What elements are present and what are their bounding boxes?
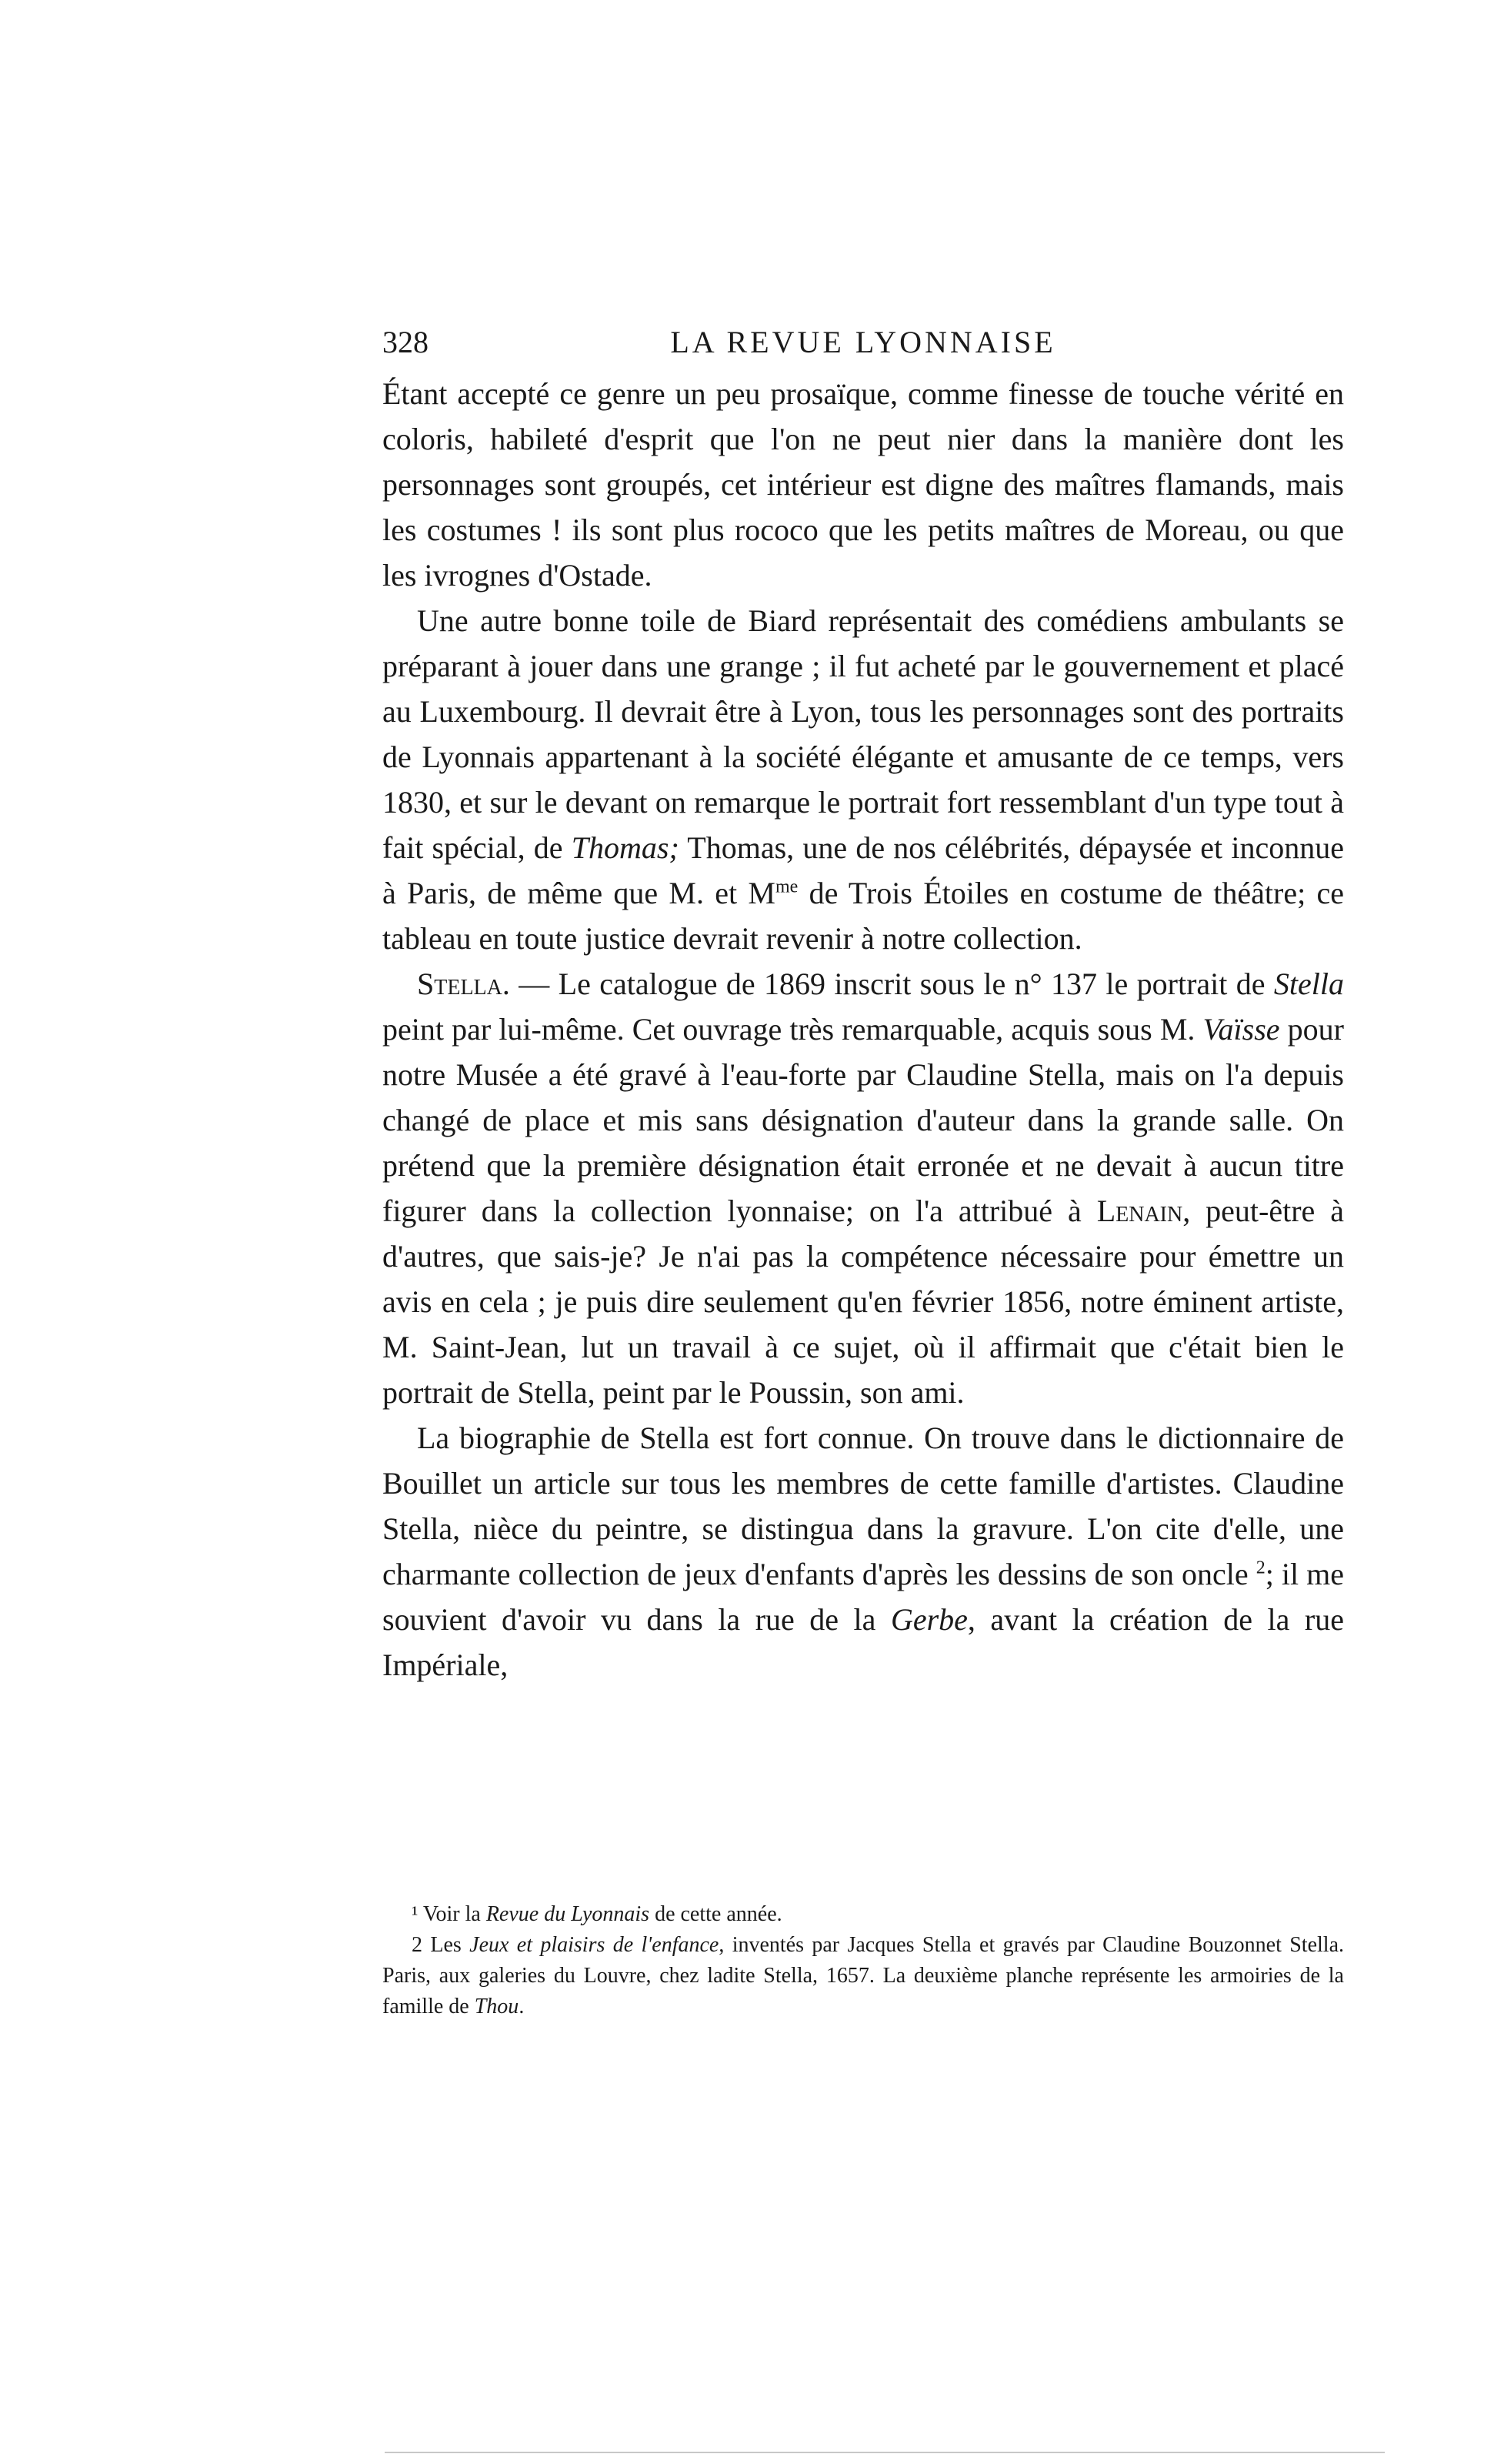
paragraph-3-text-d: , peut-être à d'autres, que sais-je? Je n'ai pas la compétence nécessaire pour émettre un avis en cela ; je puis dire seulement qu'en février 1856, notre éminent artiste, M. Saint-Jean, lut un travail à ce sujet, où il affirmait que c'était bien le portrait de Stella, peint par le Poussin, son ami. [382,1194,1344,1410]
paragraph-1 [382,371,1344,598]
footnote-2-italic: Jeux et plaisirs de l'enfance [469,1933,719,1957]
page-number: 328 [382,325,429,359]
paragraph-4-text-b: ; il me souvient d'avoir vu dans la rue de la [382,1557,1344,1637]
footnote-2-marker: 2 [412,1933,422,1957]
paragraph-2-text-a: Une autre bonne toile de Biard représentait des comédiens ambulants se préparant à jouer dans une grange ; il fut acheté par le gouvernement et placé au Luxembourg. Il devrait être à Lyon, tous les personnages sont des portraits de Lyonnais appartenant à la société élégante et amusante de ce temps, vers 1830, et sur le devant on remarque le portrait fort ressemblant d'un type tout à fait spécial, de [382,603,1344,865]
thomas-italic: Thomas; [571,830,679,865]
paragraph-2 [382,598,1344,961]
paragraph-1-text: Étant accepté ce genre un peu prosaïque, comme finesse de touche vérité en coloris, habileté d'esprit que l'on ne peut nier dans la manière dont les personnages sont groupés, cet intérieur est digne des maîtres flamands, mais les costumes ! ils sont plus rococo que les petits maîtres de Moreau, ou que les ivrognes d'Ostade. [382,376,1344,593]
journal-title: LA REVUE LYONNAISE [670,325,1056,359]
paragraph-4-text-c: , avant la création de la rue Impériale, [382,1602,1345,1682]
footnote-1-italic: Revue du Lyonnais [485,1902,650,1926]
footnote-1-marker: ¹ [412,1902,419,1926]
gerbe-italic: Gerbe [890,1602,968,1637]
paragraph-3-text-c: pour notre Musée a été gravé à l'eau-forte par Claudine Stella, mais on l'a depuis changé de place et mis sans désignation d'auteur dans la grande salle. On prétend que la première désignation était erronée et ne devait à aucun titre figurer dans la collection lyonnaise; on l'a attribué à [382,1012,1344,1228]
bottom-rule [385,2452,1385,2453]
paragraph-3 [382,961,1344,1415]
paragraph-3-text-a: — Le catalogue de 1869 inscrit sous le n° 137 le portrait de [509,967,1274,1001]
lenain-name: Lenain [1096,1194,1183,1228]
body-text [382,371,1344,1688]
paragraph-3-text-b: peint par lui-même. Cet ouvrage très remarquable, acquis sous M. [382,1012,1203,1047]
footnote-2-text-b: , inventés par Jacques Stella et gravés par Claudine Bouzonnet Stella. Paris, aux galeries du Louvre, chez ladite Stella, 1657. La deuxième planche représente les armoiries de la famille de [382,1933,1344,2018]
paragraph-2-text-b: Thomas, une de nos célébrités, dépaysée et inconnue à Paris, de même que M. et M [382,830,1345,910]
mme-superscript: me [775,876,799,897]
footnote-2 [382,1930,1344,2022]
vaisse-italic: Vaïsse [1202,1012,1280,1047]
footnote-2-text-a: Les [422,1933,470,1957]
footnote-1-text-a: Voir la [418,1902,486,1926]
footnote-2-text-c: . [519,1995,525,2018]
paragraph-4 [382,1415,1344,1688]
paragraph-2-text-c: de Trois Étoiles en costume de théâtre; ce tableau en toute justice devrait revenir à notre collection. [382,876,1345,956]
stella-italic: Stella [1273,967,1344,1001]
footnote-ref-2: 2 [1256,1558,1266,1578]
stella-heading: Stella. [417,967,510,1001]
footnote-1 [382,1899,1344,1930]
footnote-1-text-b: de cette année. [649,1902,782,1926]
thou-italic: Thou [474,1995,519,2018]
footnotes [382,1899,1344,2022]
paragraph-4-text-a: La biographie de Stella est fort connue. On trouve dans le dictionnaire de Bouillet un article sur tous les membres de cette famille d'artistes. Claudine Stella, nièce du peintre, se distingua dans la gravure. L'on cite d'elle, une charmante collection de jeux d'enfants d'après les dessins de son oncle [382,1421,1344,1591]
running-head [382,319,1344,366]
